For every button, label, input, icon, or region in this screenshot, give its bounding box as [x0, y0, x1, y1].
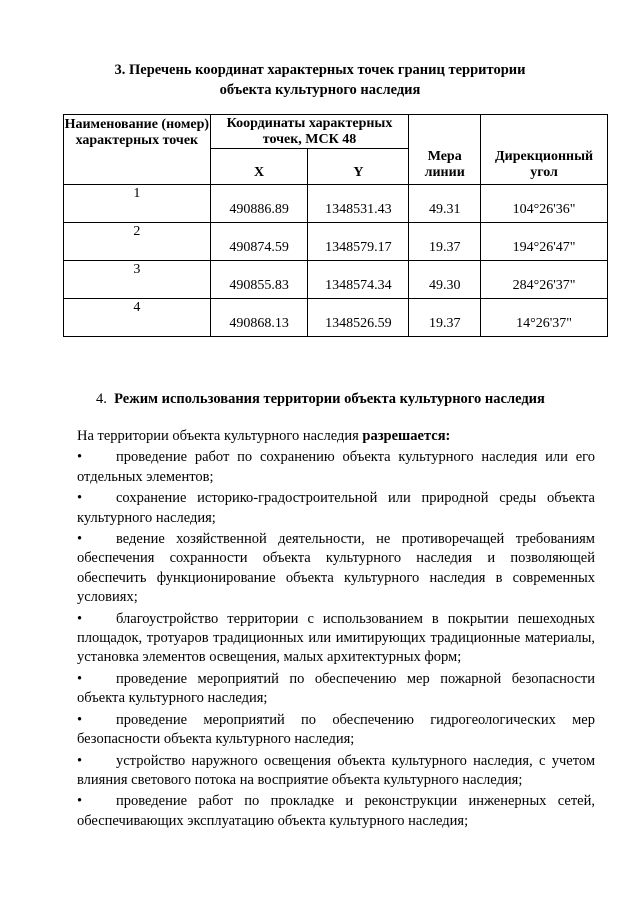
list-item-text: сохранение историко-градостроительной или природной среды объекта культурного наследия; [77, 490, 595, 526]
bullet-icon: • [77, 610, 83, 627]
list-item-text: проведение мероприятий по обеспечению гидрогеологических мер безопасности объекта культурного наследия; [77, 711, 595, 748]
cell-point-number: 1 [64, 185, 211, 223]
cell-point-number: 3 [64, 261, 211, 299]
permitted-intro [77, 427, 595, 446]
table-row [64, 185, 608, 223]
cell-point-number: 4 [64, 299, 211, 337]
coordinates-table [63, 114, 608, 337]
header-direction-angle: Дирекционный угол [481, 115, 608, 185]
bullet-icon: • [77, 490, 83, 507]
cell-x: 490874.59 [210, 223, 308, 261]
cell-y: 1348574.34 [308, 261, 409, 299]
cell-y: 1348531.43 [308, 185, 409, 223]
list-item [77, 670, 595, 709]
cell-angle: 104°26'36" [481, 185, 608, 223]
section-4-title [96, 389, 545, 409]
header-point-name: Наименование (номер) характерных точек [64, 115, 211, 185]
list-item-text: благоустройство территории с использованием в покрытии пешеходных площадок, тротуаров традиционных или имитирующих традиционные материалы, установка элементов освещения, малых архитектурных форм; [77, 610, 595, 666]
list-item-text: проведение мероприятий по обеспечению мер пожарной безопасности объекта культурного наследия; [77, 670, 595, 707]
cell-measure: 19.37 [409, 299, 481, 337]
cell-angle: 284°26'37" [481, 261, 608, 299]
header-coordinates: Координаты характерных точек, МСК 48 [210, 115, 409, 149]
list-item [77, 448, 595, 487]
list-item [77, 489, 595, 528]
cell-y: 1348526.59 [308, 299, 409, 337]
section-4-heading: Режим использования территории объекта культурного наследия [114, 391, 545, 407]
cell-y: 1348579.17 [308, 223, 409, 261]
list-item [77, 711, 595, 750]
list-item [77, 752, 595, 791]
cell-x: 490868.13 [210, 299, 308, 337]
section-4-number: 4. [96, 391, 107, 407]
list-item-text: проведение работ по сохранению объекта культурного наследия или его отдельных элементов; [77, 449, 595, 485]
table-row [64, 223, 608, 261]
table-row [64, 299, 608, 337]
bullet-icon: • [77, 449, 83, 466]
list-item [77, 610, 595, 668]
section-3-title-line-1: 3. Перечень координат характерных точек границ территории [114, 62, 526, 78]
permitted-intro-bold: разрешается: [362, 428, 451, 444]
list-item [77, 792, 595, 831]
cell-x: 490886.89 [210, 185, 308, 223]
bullet-icon: • [77, 711, 83, 728]
section-3-title-line-2: объекта культурного наследия [219, 82, 421, 98]
cell-point-number: 2 [64, 223, 211, 261]
bullet-icon: • [77, 531, 83, 548]
cell-measure: 19.37 [409, 223, 481, 261]
section-4-body [77, 427, 595, 833]
cell-angle: 14°26'37" [481, 299, 608, 337]
list-item-text: устройство наружного освещения объекта культурного наследия, с учетом влияния светового потока на восприятие объекта культурного наследия; [77, 752, 595, 788]
list-item-text: проведение работ по прокладке и реконструкции инженерных сетей, обеспечивающих эксплуатацию объекта культурного наследия; [77, 793, 595, 829]
header-line-measure: Мера линии [409, 115, 481, 185]
cell-angle: 194°26'47" [481, 223, 608, 261]
cell-measure: 49.30 [409, 261, 481, 299]
table-row [64, 261, 608, 299]
header-x: X [210, 149, 308, 185]
cell-measure: 49.31 [409, 185, 481, 223]
cell-x: 490855.83 [210, 261, 308, 299]
header-y: Y [308, 149, 409, 185]
bullet-icon: • [77, 752, 83, 769]
bullet-icon: • [77, 670, 83, 687]
list-item [77, 530, 595, 608]
bullet-icon: • [77, 793, 83, 810]
list-item-text: ведение хозяйственной деятельности, не противоречащей требованиям обеспечения сохранности объекта культурного наследия и позволяющей обеспечить функционирование объекта культурного наследия в современных условиях; [77, 531, 595, 606]
section-3-title [60, 60, 580, 100]
permitted-intro-text: На территории объекта культурного наследия [77, 428, 363, 444]
